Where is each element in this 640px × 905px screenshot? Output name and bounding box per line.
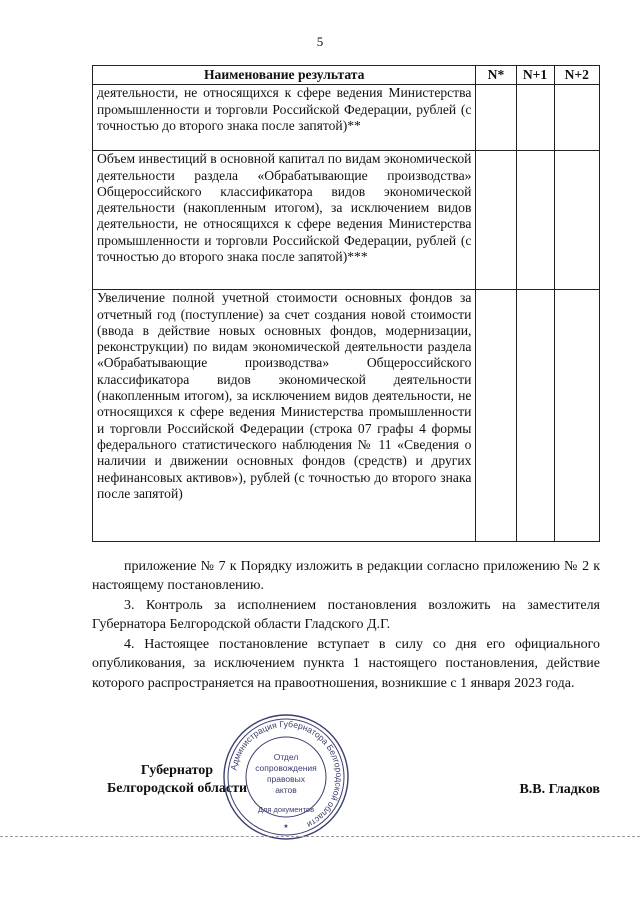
signer-title-line1: Губернатор (140, 763, 214, 778)
official-stamp (222, 713, 350, 841)
stamp-center-line3: правовых (266, 774, 306, 784)
row-result-name: Объем инвестиций в основной капитал по видам экономической деятельности раздела «Обрабатывающие производства» Общероссийского классификатора видов экономической деятельности (накопленным итогом), за исключением видов деятельности, не относящихся к сфере ведения Министерства промышленности и торговли Российской Федерации, рублей (с точностью до второго знака после запятой)*** (93, 151, 476, 290)
row-value-n-plus-1 (516, 85, 554, 151)
header-result-name: Наименование результата (93, 66, 476, 85)
row-value-n-plus-1 (516, 151, 554, 290)
header-n-plus-1: N+1 (516, 66, 554, 85)
row-value-n (476, 290, 516, 542)
paragraph-appendix: приложение № 7 к Порядку изложить в редакции согласно приложению № 2 к настоящему постановлению. (92, 559, 600, 594)
table-row (93, 85, 600, 151)
row-value-n-plus-2 (554, 151, 599, 290)
row-result-name: Увеличение полной учетной стоимости основных фондов за отчетный год (поступление) за счет создания новой стоимости (ввода в действие новых основных фондов, модернизации, реконструкции) по видам экономической деятельности раздела «Обрабатывающие производства» Общероссийского классификатора видов экономической деятельности (накопленным итогом), за исключением видов деятельности, не относящихся к сфере ведения Министерства промышленности и торговли Российской Федерации (строка 07 графы 4 формы федерального статистического наблюдения № 11 «Сведения о наличии и движении основных фондов (средств) и других нефинансовых активов»), рублей (с точностью до второго знака после запятой) (93, 290, 476, 542)
signer-name: В.В. Гладков (519, 782, 600, 797)
row-value-n (476, 151, 516, 290)
header-n: N* (476, 66, 516, 85)
stamp-center-line1: Отдел (273, 752, 299, 762)
row-value-n-plus-1 (516, 290, 554, 542)
stamp-center-line2: сопровождения (255, 763, 317, 773)
paragraph-effective-date: 4. Настоящее постановление вступает в силу со дня его официального опубликования, за исключением пункта 1 настоящего постановления, действие которого распространяется на правоотношения, возникшие с 1 января 2023 года. (92, 637, 600, 691)
page-number: 5 (316, 34, 324, 49)
stamp-center-line4: актов (275, 785, 297, 795)
results-table (92, 65, 600, 542)
signer-title-line2: Белгородской области (106, 781, 248, 796)
row-value-n (476, 85, 516, 151)
row-value-n-plus-2 (554, 85, 599, 151)
stamp-ring-text: Администрация Губернатора Белгородской области (228, 718, 345, 830)
stamp-seal-icon (222, 713, 350, 841)
row-result-name: деятельности, не относящихся к сфере ведения Министерства промышленности и торговли Российской Федерации, рублей (с точностью до второго знака после запятой)** (93, 85, 476, 151)
row-value-n-plus-2 (554, 290, 599, 542)
stamp-bottom-text: Для документов (257, 805, 315, 814)
page-bottom-divider (0, 836, 640, 837)
table-header-row (93, 66, 600, 85)
header-n-plus-2: N+2 (554, 66, 599, 85)
table-row (93, 151, 600, 290)
paragraph-control: 3. Контроль за исполнением постановления возложить на заместителя Губернатора Белгородской области Гладского Д.Г. (92, 598, 600, 633)
table-row (93, 290, 600, 542)
stamp-star-icon: ★ (283, 824, 289, 830)
